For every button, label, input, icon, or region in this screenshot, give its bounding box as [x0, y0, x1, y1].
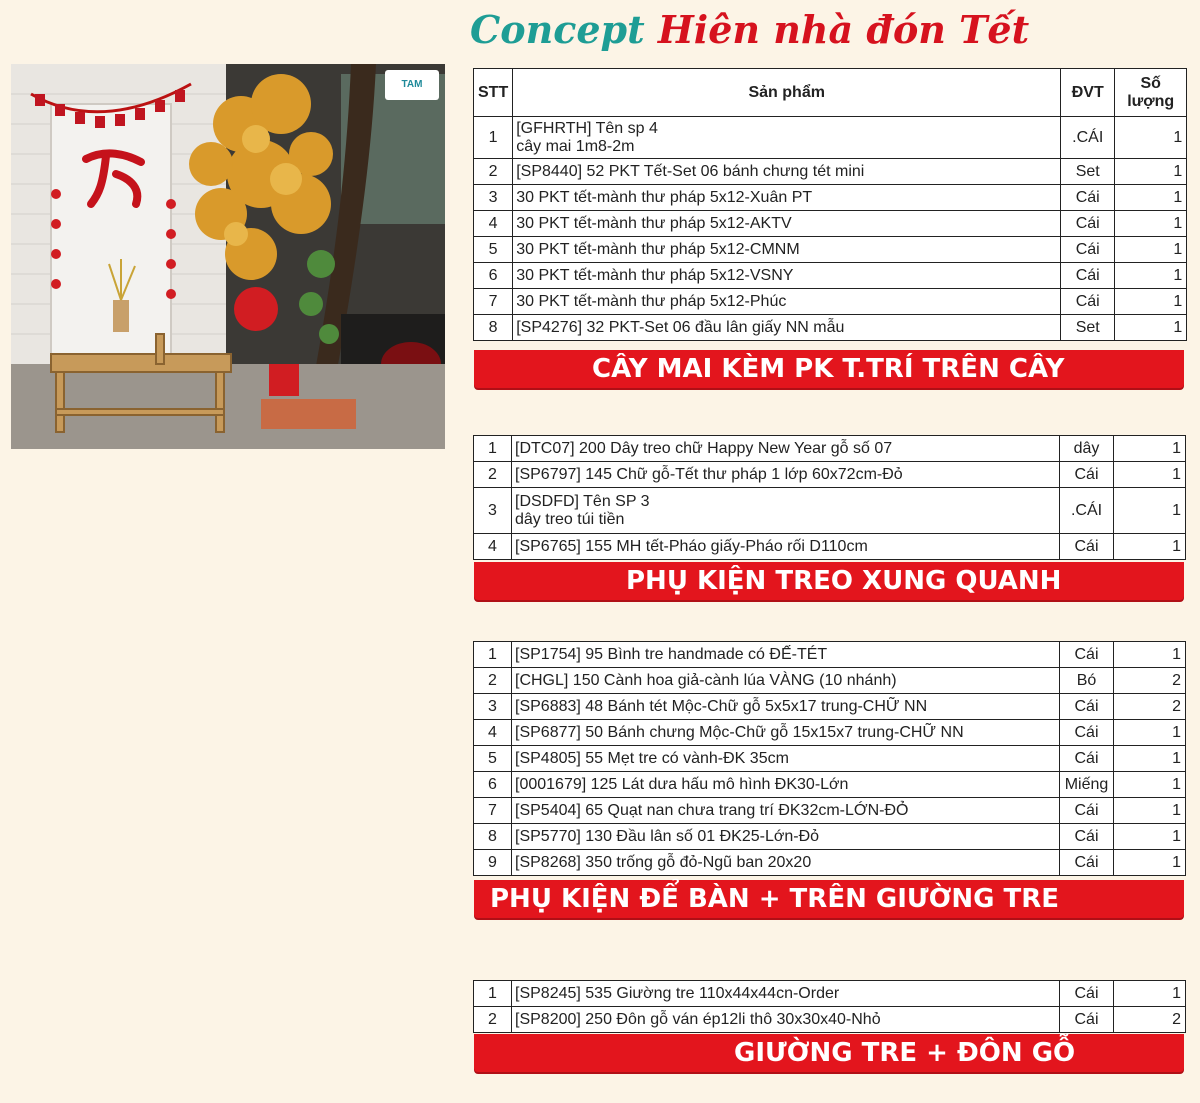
row-stt: 3: [474, 694, 512, 720]
row-qty: 1: [1115, 185, 1187, 211]
title-concept: Concept: [470, 7, 645, 52]
table-row: [474, 720, 1186, 746]
row-qty: 1: [1114, 746, 1186, 772]
product-table-2: [473, 435, 1186, 560]
row-product-name: [0001679] 125 Lát dưa hấu mô hình ĐK30-Lớn: [512, 772, 1060, 798]
row-stt: 2: [474, 462, 512, 488]
table-header-row: [474, 69, 1187, 117]
row-stt: 6: [474, 772, 512, 798]
row-unit: Cái: [1060, 824, 1114, 850]
row-unit: Cái: [1060, 534, 1114, 560]
row-qty: 1: [1114, 534, 1186, 560]
row-product-name: 30 PKT tết-mành thư pháp 5x12-Xuân PT: [513, 185, 1061, 211]
row-unit: Cái: [1060, 462, 1114, 488]
row-unit: Miếng: [1060, 772, 1114, 798]
table-row: [474, 159, 1187, 185]
row-product: [513, 117, 1061, 159]
row-qty: 1: [1115, 159, 1187, 185]
header-stt: STT: [474, 69, 513, 117]
table-row: [474, 668, 1186, 694]
concept-photo: [11, 64, 445, 449]
section-banner-4: GIƯỜNG TRE + ĐÔN GỖ: [474, 1034, 1184, 1072]
row-qty: 1: [1115, 289, 1187, 315]
row-stt: 1: [474, 436, 512, 462]
row-product-name: [SP1754] 95 Bình tre handmade có ĐẾ-TÉT: [512, 642, 1060, 668]
row-stt: 7: [474, 798, 512, 824]
section-banner-1: CÂY MAI KÈM PK T.TRÍ TRÊN CÂY: [474, 350, 1184, 388]
row-stt: 3: [474, 185, 513, 211]
row-qty: 2: [1114, 668, 1186, 694]
row-unit: Set: [1061, 315, 1115, 341]
row-qty: 1: [1114, 850, 1186, 876]
page-title: [470, 4, 1030, 56]
row-unit: Set: [1061, 159, 1115, 185]
table-row: [474, 185, 1187, 211]
row-qty: 1: [1115, 263, 1187, 289]
row-unit: Cái: [1060, 694, 1114, 720]
shop-logo: TAM: [385, 70, 439, 100]
title-theme: Hiên nhà đón Tết: [657, 7, 1030, 52]
row-product-name: [DTC07] 200 Dây treo chữ Happy New Year gỗ số 07: [512, 436, 1060, 462]
row-unit: Bó: [1060, 668, 1114, 694]
table-row: [474, 211, 1187, 237]
product-table-4: [473, 980, 1186, 1033]
row-stt: 1: [474, 117, 513, 159]
row-qty: 1: [1114, 798, 1186, 824]
row-product-name: [SP5770] 130 Đầu lân số 01 ĐK25-Lớn-Đỏ: [512, 824, 1060, 850]
row-unit: dây: [1060, 436, 1114, 462]
row-stt: 2: [474, 1007, 512, 1033]
row-stt: 4: [474, 720, 512, 746]
table-row: [474, 488, 1186, 534]
row-product-name: [SP4805] 55 Mẹt tre có vành-ĐK 35cm: [512, 746, 1060, 772]
table-row: [474, 824, 1186, 850]
row-product-name: [SP6877] 50 Bánh chưng Mộc-Chữ gỗ 15x15x7 trung-CHỮ NN: [512, 720, 1060, 746]
row-product-name: [SP8245] 535 Giường tre 110x44x44cn-Order: [512, 981, 1060, 1007]
row-unit: Cái: [1060, 981, 1114, 1007]
row-product-name: [SP4276] 32 PKT-Set 06 đầu lân giấy NN mẫu: [513, 315, 1061, 341]
row-product-name: [CHGL] 150 Cành hoa giả-cành lúa VÀNG (10 nhánh): [512, 668, 1060, 694]
row-qty: 1: [1114, 488, 1186, 534]
table-row: [474, 237, 1187, 263]
section-banner-3: PHỤ KIỆN ĐỂ BÀN + TRÊN GIƯỜNG TRE: [474, 880, 1184, 918]
header-qty: [1115, 69, 1187, 117]
header-unit: ĐVT: [1061, 69, 1115, 117]
row-stt: 4: [474, 534, 512, 560]
table-row: [474, 746, 1186, 772]
product-table-1: [473, 68, 1187, 341]
row-product-name: [SP6797] 145 Chữ gỗ-Tết thư pháp 1 lớp 60x72cm-Đỏ: [512, 462, 1060, 488]
row-product-name: [SP5404] 65 Quạt nan chưa trang trí ĐK32cm-LỚN-ĐỎ: [512, 798, 1060, 824]
row-qty: 1: [1115, 211, 1187, 237]
row-stt: 4: [474, 211, 513, 237]
table-row: [474, 1007, 1186, 1033]
table-row: [474, 694, 1186, 720]
table-row: [474, 436, 1186, 462]
row-product: [512, 488, 1060, 534]
row-qty: 1: [1115, 117, 1187, 159]
row-unit: Cái: [1060, 850, 1114, 876]
table-row: [474, 315, 1187, 341]
row-unit: Cái: [1061, 185, 1115, 211]
table-row: [474, 117, 1187, 159]
row-qty: 1: [1114, 981, 1186, 1007]
table-row: [474, 289, 1187, 315]
row-qty: 1: [1114, 824, 1186, 850]
product-table-3: [473, 641, 1186, 876]
row-stt: 8: [474, 824, 512, 850]
header-qty-line2: lượng: [1127, 92, 1175, 110]
table-row: [474, 642, 1186, 668]
row-unit: .CÁI: [1060, 488, 1114, 534]
section-banner-2: PHỤ KIỆN TREO XUNG QUANH: [474, 562, 1184, 600]
table-row: [474, 534, 1186, 560]
row-unit: Cái: [1060, 1007, 1114, 1033]
row-unit: Cái: [1060, 798, 1114, 824]
row-stt: 1: [474, 981, 512, 1007]
row-product-name: [SP8440] 52 PKT Tết-Set 06 bánh chưng tét mini: [513, 159, 1061, 185]
row-stt: 8: [474, 315, 513, 341]
row-product-name: 30 PKT tết-mành thư pháp 5x12-CMNM: [513, 237, 1061, 263]
row-unit: Cái: [1060, 746, 1114, 772]
table-row: [474, 981, 1186, 1007]
row-unit: .CÁI: [1061, 117, 1115, 159]
row-stt: 5: [474, 746, 512, 772]
row-stt: 2: [474, 159, 513, 185]
row-unit: Cái: [1061, 237, 1115, 263]
row-stt: 3: [474, 488, 512, 534]
row-product-name: [SP8268] 350 trống gỗ đỏ-Ngũ ban 20x20: [512, 850, 1060, 876]
row-stt: 7: [474, 289, 513, 315]
row-product-name: [SP6765] 155 MH tết-Pháo giấy-Pháo rối D110cm: [512, 534, 1060, 560]
door-icon: [51, 104, 171, 354]
row-product-name: [SP6883] 48 Bánh tét Mộc-Chữ gỗ 5x5x17 trung-CHỮ NN: [512, 694, 1060, 720]
row-product-name: [SP8200] 250 Đôn gỗ ván ép12li thô 30x30x40-Nhỏ: [512, 1007, 1060, 1033]
row-qty: 2: [1114, 1007, 1186, 1033]
header-qty-line1: Số: [1140, 74, 1161, 92]
row-qty: 1: [1115, 315, 1187, 341]
table-row: [474, 462, 1186, 488]
row-product-name: [GFHRTH] Tên sp 4: [516, 119, 658, 137]
table-row: [474, 850, 1186, 876]
row-product-sub: cây mai 1m8-2m: [516, 137, 635, 155]
photo-illustration: [11, 64, 445, 449]
row-product-name: [DSDFD] Tên SP 3: [515, 492, 650, 510]
table-row: [474, 772, 1186, 798]
row-stt: 6: [474, 263, 513, 289]
row-qty: 1: [1114, 642, 1186, 668]
row-stt: 1: [474, 642, 512, 668]
table-row: [474, 263, 1187, 289]
row-stt: 2: [474, 668, 512, 694]
row-qty: 2: [1114, 694, 1186, 720]
row-product-name: 30 PKT tết-mành thư pháp 5x12-Phúc: [513, 289, 1061, 315]
row-unit: Cái: [1061, 263, 1115, 289]
table-row: [474, 798, 1186, 824]
row-unit: Cái: [1060, 642, 1114, 668]
row-stt: 9: [474, 850, 512, 876]
row-qty: 1: [1114, 462, 1186, 488]
row-qty: 1: [1114, 436, 1186, 462]
row-product-name: 30 PKT tết-mành thư pháp 5x12-AKTV: [513, 211, 1061, 237]
row-stt: 5: [474, 237, 513, 263]
row-qty: 1: [1115, 237, 1187, 263]
header-product: Sản phẩm: [513, 69, 1061, 117]
row-qty: 1: [1114, 720, 1186, 746]
row-product-name: 30 PKT tết-mành thư pháp 5x12-VSNY: [513, 263, 1061, 289]
row-unit: Cái: [1061, 289, 1115, 315]
row-unit: Cái: [1061, 211, 1115, 237]
row-qty: 1: [1114, 772, 1186, 798]
row-product-sub: dây treo túi tiền: [515, 510, 625, 528]
row-unit: Cái: [1060, 720, 1114, 746]
